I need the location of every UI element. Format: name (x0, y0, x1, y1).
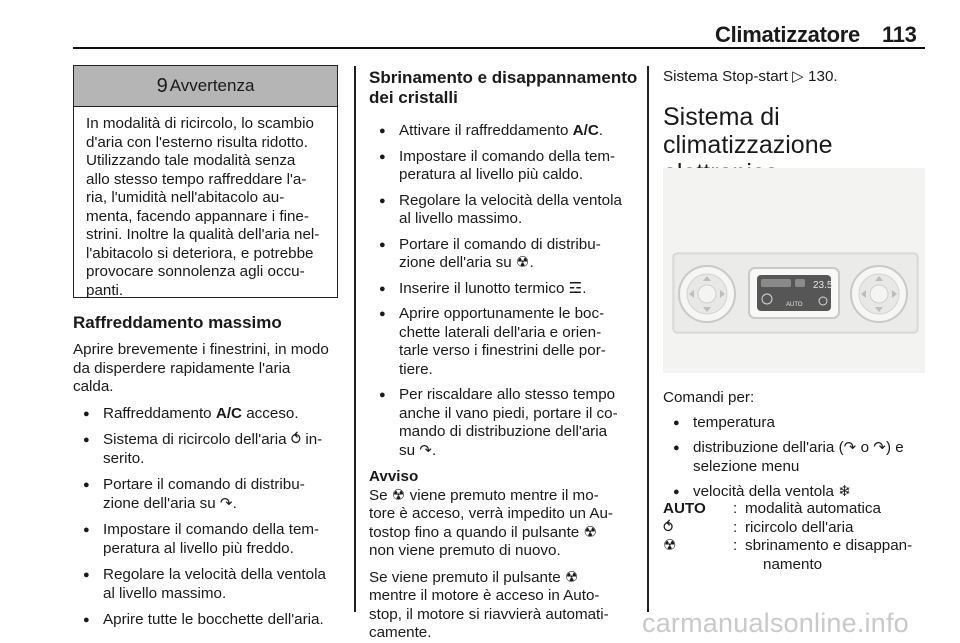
crossref: Sistema Stop-start ▷ 130. (663, 68, 838, 85)
commands-list (663, 414, 933, 502)
list-item: ● Regolare la velocità della ventola al livello massimo. (73, 566, 348, 603)
defrost-section (369, 68, 641, 643)
legend-row: ☢ : sbrinamento e disappan- namento (663, 537, 913, 573)
defrost-icon: ☢ (564, 568, 579, 586)
list-item: ● Per riscaldare allo stesso tempo anche il vano piedi, portare il co- mando di distribuzione dell'aria su ↷. (369, 386, 641, 460)
recirculation-icon: ⥀ (290, 431, 302, 448)
cooling-intro: Aprire brevemente i finestrini, in modo da disperdere rapidamente l'aria calda. (73, 341, 329, 395)
page-ref-arrow-icon: ▷ (792, 68, 804, 85)
column-divider-1 (354, 66, 356, 612)
legend-table (663, 500, 925, 574)
rear-window-heater-icon: ☲ (568, 279, 583, 297)
warning-box (73, 65, 338, 298)
legend-key: AUTO (663, 500, 706, 517)
defrost-icon: ☢ (663, 537, 677, 554)
header-rule (73, 47, 925, 49)
list-item: ● Raffreddamento A/C acceso. (73, 405, 348, 424)
air-distribution-icon: ↷ (419, 441, 432, 459)
note-text-2: Se viene premuto il pulsante ☢ mentre il motore è acceso in Auto- stop, il motore si riavvierà automati- camente. (369, 568, 609, 641)
column-divider-2 (647, 66, 649, 612)
note-title: Avviso (369, 468, 419, 485)
legend-row: AUTO : modalità automatica (663, 500, 881, 517)
warning-line: allo stesso tempo raffreddare l'a- (86, 170, 307, 188)
list-item: ● Impostare il comando della tem- peratura al livello più caldo. (369, 148, 641, 185)
fan-icon: ❄ (838, 483, 851, 500)
list-item: ● Portare il comando di distribu- zione dell'aria su ↷. (73, 476, 348, 513)
list-item: ● Aprire opportunamente le boc- chette laterali dell'aria e orien- tarle verso i finestrini delle por- tiere. (369, 305, 641, 379)
warning-icon: 9 (156, 74, 168, 97)
list-item: ● velocità della ventola ❄ (663, 483, 933, 502)
warning-line: Utilizzando tale modalità senza (86, 152, 296, 169)
warning-title: Avvertenza (169, 76, 255, 95)
warning-line: provocare sonnolenza agli occu- (86, 263, 305, 280)
list-item: ● temperatura (663, 414, 933, 433)
warning-line: panti. (86, 281, 124, 299)
legend-row: ⥀ : ricircolo dell'aria (663, 518, 854, 536)
air-distribution-icon: ↷ (843, 439, 857, 456)
cooling-section (73, 313, 348, 630)
list-item: ● Impostare il comando della tem- peratura al livello più freddo. (73, 521, 348, 558)
recirculation-icon: ⥀ (663, 518, 674, 536)
page-title: Climatizzatore (715, 22, 860, 47)
list-item: ● Sistema di ricircolo dell'aria ⥀ in- serito. (73, 431, 348, 468)
defrost-heading: Sbrinamento e disappannamento dei cristalli (369, 68, 638, 107)
note-text: Se ☢ viene premuto mentre il mo- tore è acceso, verrà impedito un Au- tostop fino a quando il pulsante ☢ non viene premuto di nuovo. (369, 486, 613, 559)
watermark: carmanualsonline.info (642, 608, 909, 638)
list-item: ● Attivare il raffreddamento A/C. (369, 122, 641, 141)
control-panel-svg (663, 168, 925, 373)
list-item: ● Aprire tutte le bocchette dell'aria. (73, 611, 348, 630)
note (369, 468, 641, 643)
warning-line: ria, l'umidità nell'abitacolo au- (86, 189, 285, 206)
commands-section (663, 389, 933, 502)
warning-header (74, 66, 337, 107)
page-number: 113 (882, 22, 917, 47)
cooling-list (73, 405, 348, 630)
list-item: ● distribuzione dell'aria (↷ o ↷) e selezione menu (663, 439, 933, 476)
panel-temp-text: 23.5 (813, 280, 833, 291)
warning-line: In modalità di ricircolo, lo scambio (86, 115, 314, 132)
warning-line: d'aria con l'esterno risulta ridotto. (86, 133, 308, 151)
warning-line: l'abitacolo si deteriora, e potrebbe (86, 244, 314, 262)
defrost-list (369, 122, 641, 460)
commands-intro: Comandi per: (663, 389, 755, 406)
defrost-icon: ☢ (583, 523, 598, 541)
list-item: ● Portare il comando di distribu- zione dell'aria su ☢. (369, 236, 641, 273)
defrost-icon: ☢ (391, 486, 406, 504)
panel-auto-text: AUTO (786, 302, 803, 308)
warning-line: strini. Inoltre la qualità dell'aria nel- (86, 226, 320, 243)
cooling-heading: Raffreddamento massimo (73, 313, 282, 332)
control-panel-illustration (663, 168, 925, 373)
page-header (0, 0, 960, 48)
electronic-heading: Sistema di climatizzazione (663, 102, 833, 159)
warning-text (74, 107, 337, 300)
list-item: ● Regolare la velocità della ventola al livello massimo. (369, 192, 641, 229)
air-distribution-icon: ↷ (873, 439, 886, 456)
warning-line: menta, facendo appannare i fine- (86, 207, 309, 225)
air-distribution-icon: ↷ (219, 494, 233, 512)
defrost-icon: ☢ (515, 254, 530, 271)
list-item: ● Inserire il lunotto termico ☲. (369, 280, 641, 299)
